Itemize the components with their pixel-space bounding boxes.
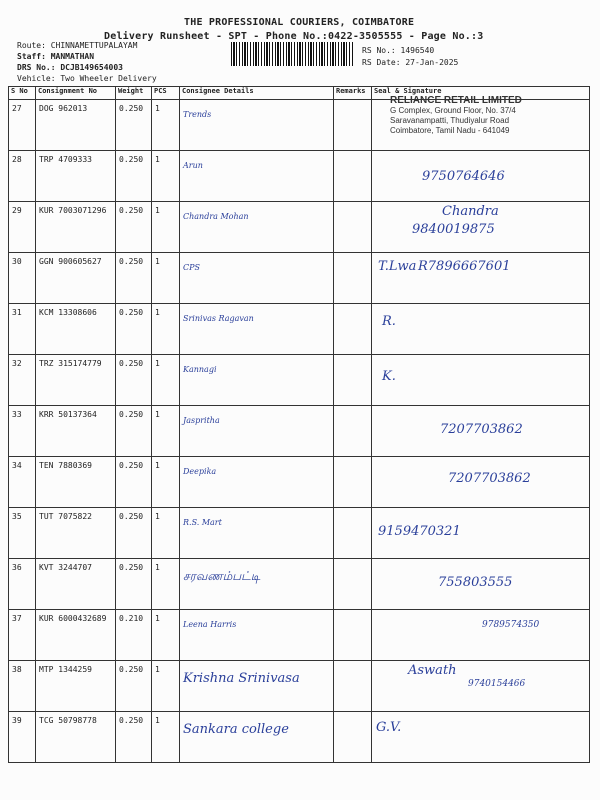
weight: 0.250 — [116, 253, 152, 304]
consignee: Deepika — [180, 457, 334, 508]
stamp-line-1: RELIANCE RETAIL LIMITED — [390, 95, 522, 106]
signature-cell — [372, 610, 590, 661]
rs-date: RS Date: 27-Jan-2025 — [362, 58, 459, 67]
sno: 28 — [9, 151, 36, 202]
table-row — [9, 304, 590, 355]
remarks — [334, 355, 372, 406]
consignment-no: TRP 4709333 — [36, 151, 116, 202]
pcs: 1 — [152, 457, 180, 508]
table-row — [9, 457, 590, 508]
remarks — [334, 100, 372, 151]
consignment-no: KUR 7003071296 — [36, 202, 116, 253]
consignment-no: TCG 50798778 — [36, 712, 116, 763]
table-row — [9, 712, 590, 763]
table-row — [9, 253, 590, 304]
signature-cell — [372, 253, 590, 304]
consignment-no: KUR 6000432689 — [36, 610, 116, 661]
route: Route: CHINNAMETTUPALAYAM — [17, 41, 138, 50]
col-remarks: Remarks — [334, 87, 372, 100]
consignment-no: TRZ 315174779 — [36, 355, 116, 406]
weight: 0.250 — [116, 661, 152, 712]
phone: 7207703862 — [440, 422, 523, 437]
signature-cell — [372, 712, 590, 763]
weight: 0.250 — [116, 151, 152, 202]
signature: G.V. — [376, 720, 402, 735]
sno: 27 — [9, 100, 36, 151]
table-row — [9, 661, 590, 712]
table-row — [9, 151, 590, 202]
signature: Chandra — [442, 204, 499, 219]
remarks — [334, 457, 372, 508]
table-row — [9, 610, 590, 661]
weight: 0.250 — [116, 457, 152, 508]
consignee: Chandra Mohan — [180, 202, 334, 253]
runsheet-table — [8, 86, 590, 763]
remarks — [334, 508, 372, 559]
signature-cell — [372, 304, 590, 355]
sno: 29 — [9, 202, 36, 253]
consignment-no: KRR 50137364 — [36, 406, 116, 457]
col-sno: S No — [9, 87, 36, 100]
consignment-no: GGN 900605627 — [36, 253, 116, 304]
signature-cell — [372, 457, 590, 508]
remarks — [334, 151, 372, 202]
pcs: 1 — [152, 508, 180, 559]
sno: 35 — [9, 508, 36, 559]
signature-cell — [372, 151, 590, 202]
consignee: CPS — [180, 253, 334, 304]
pcs: 1 — [152, 559, 180, 610]
remarks — [334, 610, 372, 661]
table-row — [9, 559, 590, 610]
pcs: 1 — [152, 151, 180, 202]
table-row — [9, 202, 590, 253]
remarks — [334, 304, 372, 355]
table-row — [9, 508, 590, 559]
stamp-line-3: Saravanampatti, Thudiyalur Road — [390, 116, 510, 125]
consignee: Leena Harris — [180, 610, 334, 661]
sno: 31 — [9, 304, 36, 355]
consignment-no: TUT 7075822 — [36, 508, 116, 559]
pcs: 1 — [152, 253, 180, 304]
sno: 32 — [9, 355, 36, 406]
weight: 0.250 — [116, 559, 152, 610]
runsheet-line: Delivery Runsheet - SPT - Phone No.:0422-3505555 - Page No.:3 — [104, 31, 484, 42]
company-title: THE PROFESSIONAL COURIERS, COIMBATORE — [184, 17, 415, 28]
rs-number: RS No.: 1496540 — [362, 46, 435, 55]
signature-cell — [372, 508, 590, 559]
weight: 0.250 — [116, 508, 152, 559]
signature-cell — [372, 661, 590, 712]
remarks — [334, 406, 372, 457]
sno: 34 — [9, 457, 36, 508]
col-consignment: Consignment No — [36, 87, 116, 100]
pcs: 1 — [152, 610, 180, 661]
signature: Aswath — [408, 663, 457, 678]
pcs: 1 — [152, 202, 180, 253]
consignee: சரவணம்பட்டி — [180, 559, 334, 610]
weight: 0.210 — [116, 610, 152, 661]
weight: 0.250 — [116, 355, 152, 406]
remarks — [334, 712, 372, 763]
weight: 0.250 — [116, 406, 152, 457]
signature-cell — [372, 355, 590, 406]
consignee: Srinivas Ragavan — [180, 304, 334, 355]
pcs: 1 — [152, 100, 180, 151]
table-row — [9, 355, 590, 406]
consignee: Sankara college — [180, 712, 334, 763]
remarks — [334, 202, 372, 253]
consignment-no: DOG 962013 — [36, 100, 116, 151]
consignee-stamp — [390, 96, 522, 136]
pcs: 1 — [152, 661, 180, 712]
stamp-line-4: Coimbatore, Tamil Nadu - 641049 — [390, 126, 510, 135]
col-consignee: Consignee Details — [180, 87, 334, 100]
phone: 9789574350 — [482, 620, 540, 630]
col-pcs: PCS — [152, 87, 180, 100]
phone: 9750764646 — [422, 169, 505, 184]
phone: 7207703862 — [448, 471, 531, 486]
pcs: 1 — [152, 406, 180, 457]
remarks — [334, 661, 372, 712]
consignee: Kannagi — [180, 355, 334, 406]
remarks — [334, 253, 372, 304]
signature-cell — [372, 559, 590, 610]
signature: R. — [382, 314, 396, 329]
col-weight: Weight — [116, 87, 152, 100]
consignee: Krishna Srinivasa — [180, 661, 334, 712]
consignment-no: MTP 1344259 — [36, 661, 116, 712]
consignee: Arun — [180, 151, 334, 202]
phone: 9740154466 — [468, 679, 526, 689]
phone: R7896667601 — [418, 259, 511, 274]
consignee: Jaspritha — [180, 406, 334, 457]
sno: 30 — [9, 253, 36, 304]
sno: 33 — [9, 406, 36, 457]
consignee: Trends — [180, 100, 334, 151]
stamp-line-2: G Complex, Ground Floor, No. 37/4 — [390, 106, 516, 115]
consignee: R.S. Mart — [180, 508, 334, 559]
pcs: 1 — [152, 304, 180, 355]
barcode — [231, 42, 353, 66]
sno: 38 — [9, 661, 36, 712]
signature-cell — [372, 202, 590, 253]
remarks — [334, 559, 372, 610]
consignment-no: TEN 7880369 — [36, 457, 116, 508]
table-row — [9, 406, 590, 457]
weight: 0.250 — [116, 304, 152, 355]
col-seal-signature: Seal & Signature — [372, 87, 590, 100]
sno: 39 — [9, 712, 36, 763]
sno: 36 — [9, 559, 36, 610]
vehicle: Vehicle: Two Wheeler Delivery — [17, 74, 157, 83]
phone: 9840019875 — [412, 222, 495, 237]
staff: Staff: MANMATHAN — [17, 52, 95, 61]
pcs: 1 — [152, 355, 180, 406]
phone: 9159470321 — [378, 524, 461, 539]
weight: 0.250 — [116, 202, 152, 253]
signature: T.Lwa — [378, 259, 417, 274]
consignment-no: KVT 3244707 — [36, 559, 116, 610]
signature: K. — [382, 369, 396, 384]
drs-number: DRS No.: DCJB149654003 — [17, 63, 123, 72]
pcs: 1 — [152, 712, 180, 763]
sno: 37 — [9, 610, 36, 661]
consignment-no: KCM 13308606 — [36, 304, 116, 355]
weight: 0.250 — [116, 100, 152, 151]
phone: 755803555 — [438, 575, 513, 590]
weight: 0.250 — [116, 712, 152, 763]
signature-cell — [372, 406, 590, 457]
